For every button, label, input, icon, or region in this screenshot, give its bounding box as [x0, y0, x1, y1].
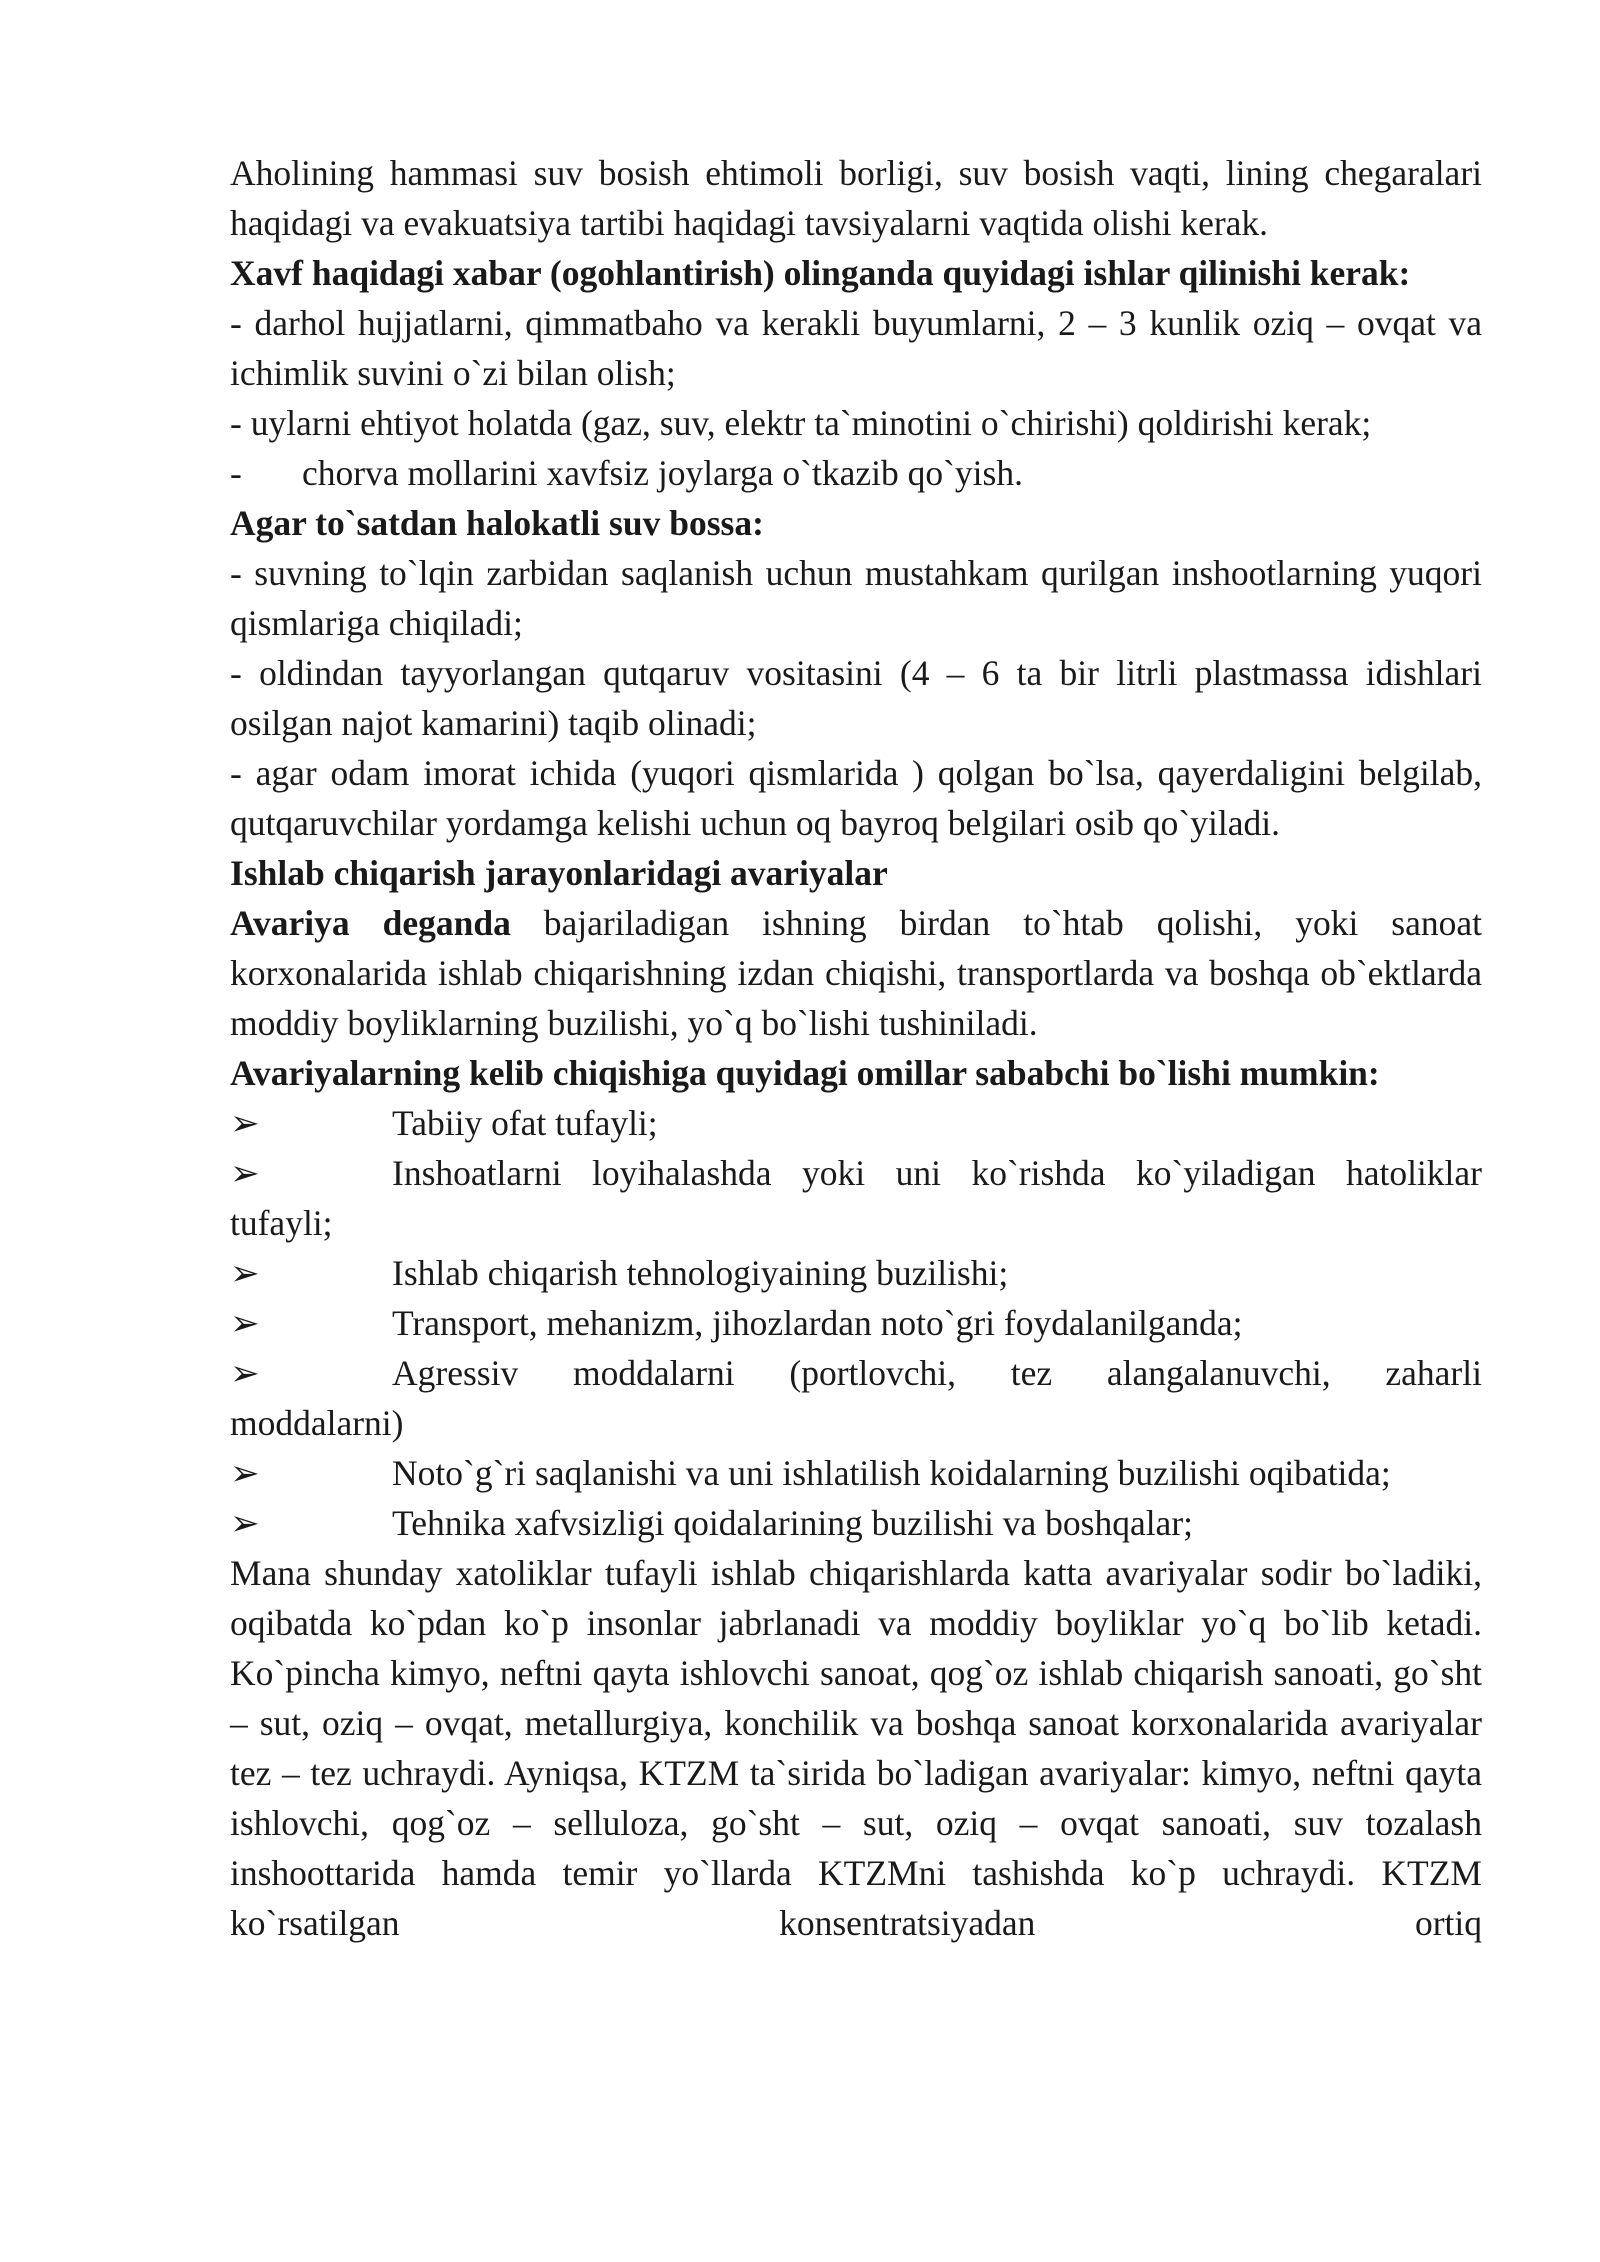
- list-item-continuation: tufayli;: [230, 1203, 333, 1243]
- arrow-bullet-icon: ➢: [230, 1353, 260, 1393]
- warning-heading: Xavf haqidagi xabar (ogohlantirish) olinganda quyidagi ishlar qilinishi kerak:: [230, 253, 1411, 293]
- dash-marker: -: [230, 453, 242, 493]
- causes-list: [230, 1098, 1482, 1548]
- arrow-bullet-icon: ➢: [230, 1153, 260, 1193]
- warning-item-3-text: chorva mollarini xavfsiz joylarga o`tkazib qo`yish.: [302, 453, 1023, 493]
- list-item-text: Inshoatlarni loyihalashda yoki uni ko`rishda ko`yiladigan hatoliklar: [392, 1153, 1482, 1193]
- accident-definition-term: Avariya deganda: [230, 903, 511, 943]
- list-item: [230, 1098, 1482, 1148]
- flood-item-1: - suvning to`lqin zarbidan saqlanish uchun mustahkam qurilgan inshootlarning yuqori qismlariga chiqiladi;: [230, 553, 1482, 643]
- list-item-continuation: moddalarni): [230, 1403, 404, 1443]
- list-item: [230, 1248, 1482, 1298]
- list-item-text: Noto`g`ri saqlanishi va uni ishlatilish koidalarning buzilishi oqibatida;: [392, 1453, 1391, 1493]
- warning-item-3: [230, 448, 1482, 498]
- arrow-bullet-icon: ➢: [230, 1453, 260, 1493]
- flood-heading: Agar to`satdan halokatli suv bossa:: [230, 503, 764, 543]
- list-item-text: Ishlab chiqarish tehnologiyaining buzilishi;: [392, 1253, 1009, 1293]
- warning-item-2: - uylarni ehtiyot holatda (gaz, suv, elektr ta`minotini o`chirishi) qoldirishi kerak;: [230, 403, 1372, 443]
- causes-heading: Avariyalarning kelib chiqishiga quyidagi omillar sababchi bo`lishi mumkin:: [230, 1053, 1380, 1093]
- list-item: [230, 1498, 1482, 1548]
- accident-definition-text: bajariladigan ishning birdan to`htab qolishi, yoki sanoat korxonalarida ishlab chiqarishning izdan chiqishi, transportlarda va boshqa ob`ektlarda moddiy boyliklarning buzilishi, yo`q bo`lishi tushiniladi.: [230, 903, 1483, 1043]
- arrow-bullet-icon: ➢: [230, 1503, 260, 1543]
- closing-paragraph: Mana shunday xatoliklar tufayli ishlab chiqarishlarda katta avariyalar sodir bo`ladiki, oqibatda ko`pdan ko`p insonlar jabrlanadi va moddiy boyliklar yo`q bo`lib ketadi. Ko`pincha kimyo, neftni qayta ishlovchi sanoat, qog`oz ishlab chiqarish sanoati, go`sht – sut, oziq – ovqat, metallurgiya, konchilik va boshqa sanoat korxonalarida avariyalar tez – tez uchraydi. Ayniqsa, KTZM ta`sirida bo`ladigan avariyalar: kimyo, neftni qayta ishlovchi, qog`oz – selluloza, go`sht – sut, oziq – ovqat sanoati, suv tozalash inshoottarida hamda temir yo`llarda KTZMni tashishda ko`p uchraydi. KTZM ko`rsatilgan konsentratsiyadan ortiq: [230, 1553, 1482, 1943]
- intro-paragraph: Aholining hammasi suv bosish ehtimoli borligi, suv bosish vaqti, lining chegaralari haqidagi va evakuatsiya tartibi haqidagi tavsiyalarni vaqtida olishi kerak.: [230, 153, 1482, 243]
- list-item-text: Transport, mehanizm, jihozlardan noto`gri foydalanilganda;: [392, 1303, 1243, 1343]
- list-item-text: Agressiv moddalarni (portlovchi, tez alangalanuvchi, zaharli: [392, 1353, 1482, 1393]
- arrow-bullet-icon: ➢: [230, 1253, 260, 1293]
- list-item: [230, 1348, 1482, 1448]
- document-page: [230, 148, 1482, 1948]
- list-item: [230, 1448, 1482, 1498]
- list-item-text: Tehnika xafvsizligi qoidalarining buzilishi va boshqalar;: [392, 1503, 1194, 1543]
- arrow-bullet-icon: ➢: [230, 1303, 260, 1343]
- list-item: [230, 1148, 1482, 1248]
- list-item-text: Tabiiy ofat tufayli;: [392, 1103, 658, 1143]
- arrow-bullet-icon: ➢: [230, 1103, 260, 1143]
- accidents-heading: Ishlab chiqarish jarayonlaridagi avariyalar: [230, 853, 888, 893]
- warning-item-1: - darhol hujjatlarni, qimmatbaho va kerakli buyumlarni, 2 – 3 kunlik oziq – ovqat va ichimlik suvini o`zi bilan olish;: [230, 303, 1482, 393]
- flood-item-2: - oldindan tayyorlangan qutqaruv vositasini (4 – 6 ta bir litrli plastmassa idishlari osilgan najot kamarini) taqib olinadi;: [230, 653, 1482, 743]
- list-item: [230, 1298, 1482, 1348]
- flood-item-3: - agar odam imorat ichida (yuqori qismlarida ) qolgan bo`lsa, qayerdaligini belgilab, qutqaruvchilar yordamga kelishi uchun oq bayroq belgilari osib qo`yiladi.: [230, 753, 1482, 843]
- accident-definition: [230, 898, 1482, 1048]
